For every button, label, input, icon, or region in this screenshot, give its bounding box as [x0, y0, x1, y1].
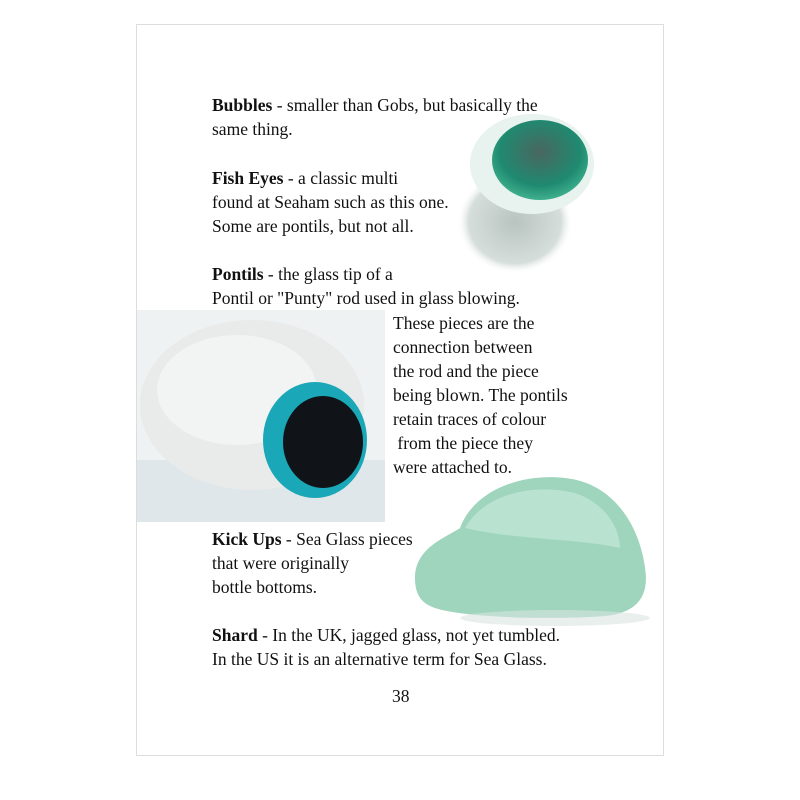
entry-shard-line-2: In the US it is an alternative term for Sea Glass. — [212, 649, 547, 669]
definition-text: - the glass tip of a — [263, 264, 393, 284]
entry-pontils-line-9: were attached to. — [393, 457, 513, 477]
term-bubbles: Bubbles — [212, 95, 273, 115]
definition-text: - In the UK, jagged glass, not yet tumbled. — [257, 625, 561, 645]
entry-pontils-line-7: retain traces of colour — [393, 409, 547, 429]
term-shard: Shard — [212, 625, 258, 645]
entry-fish-eyes-line-1 — [212, 166, 398, 190]
definition-text: - a classic multi — [283, 168, 399, 188]
term-pontils: Pontils — [212, 264, 264, 284]
entry-bubbles-line-2: same thing. — [212, 119, 293, 139]
definition-text: - Sea Glass pieces — [281, 529, 413, 549]
page-number: 38 — [392, 686, 410, 706]
entry-kick-ups-line-3: bottle bottoms. — [212, 577, 317, 597]
fish-eye-photo — [450, 112, 595, 277]
term-kick-ups: Kick Ups — [212, 529, 282, 549]
entry-pontils-line-3: These pieces are the — [393, 313, 535, 333]
kick-up-photo — [405, 468, 658, 628]
entry-pontils-line-4: connection between — [393, 337, 533, 357]
pontil-photo — [137, 310, 385, 522]
entry-kick-ups-line-1 — [212, 527, 413, 551]
term-fish-eyes: Fish Eyes — [212, 168, 284, 188]
entry-kick-ups-line-2: that were originally — [212, 553, 350, 573]
entry-fish-eyes-line-3: Some are pontils, but not all. — [212, 216, 414, 236]
entry-pontils-line-2: Pontil or "Punty" rod used in glass blowing. — [212, 288, 520, 308]
entry-shard-line-1 — [212, 623, 560, 647]
entry-fish-eyes-line-2: found at Seaham such as this one. — [212, 192, 449, 212]
entry-pontils-line-8: from the piece they — [393, 433, 533, 453]
entry-bubbles-line-1 — [212, 93, 538, 117]
entry-pontils-line-6: being blown. The pontils — [393, 385, 568, 405]
entry-pontils-line-1 — [212, 262, 393, 286]
entry-pontils-line-5: the rod and the piece — [393, 361, 539, 381]
definition-text: - smaller than Gobs, but basically the — [272, 95, 538, 115]
